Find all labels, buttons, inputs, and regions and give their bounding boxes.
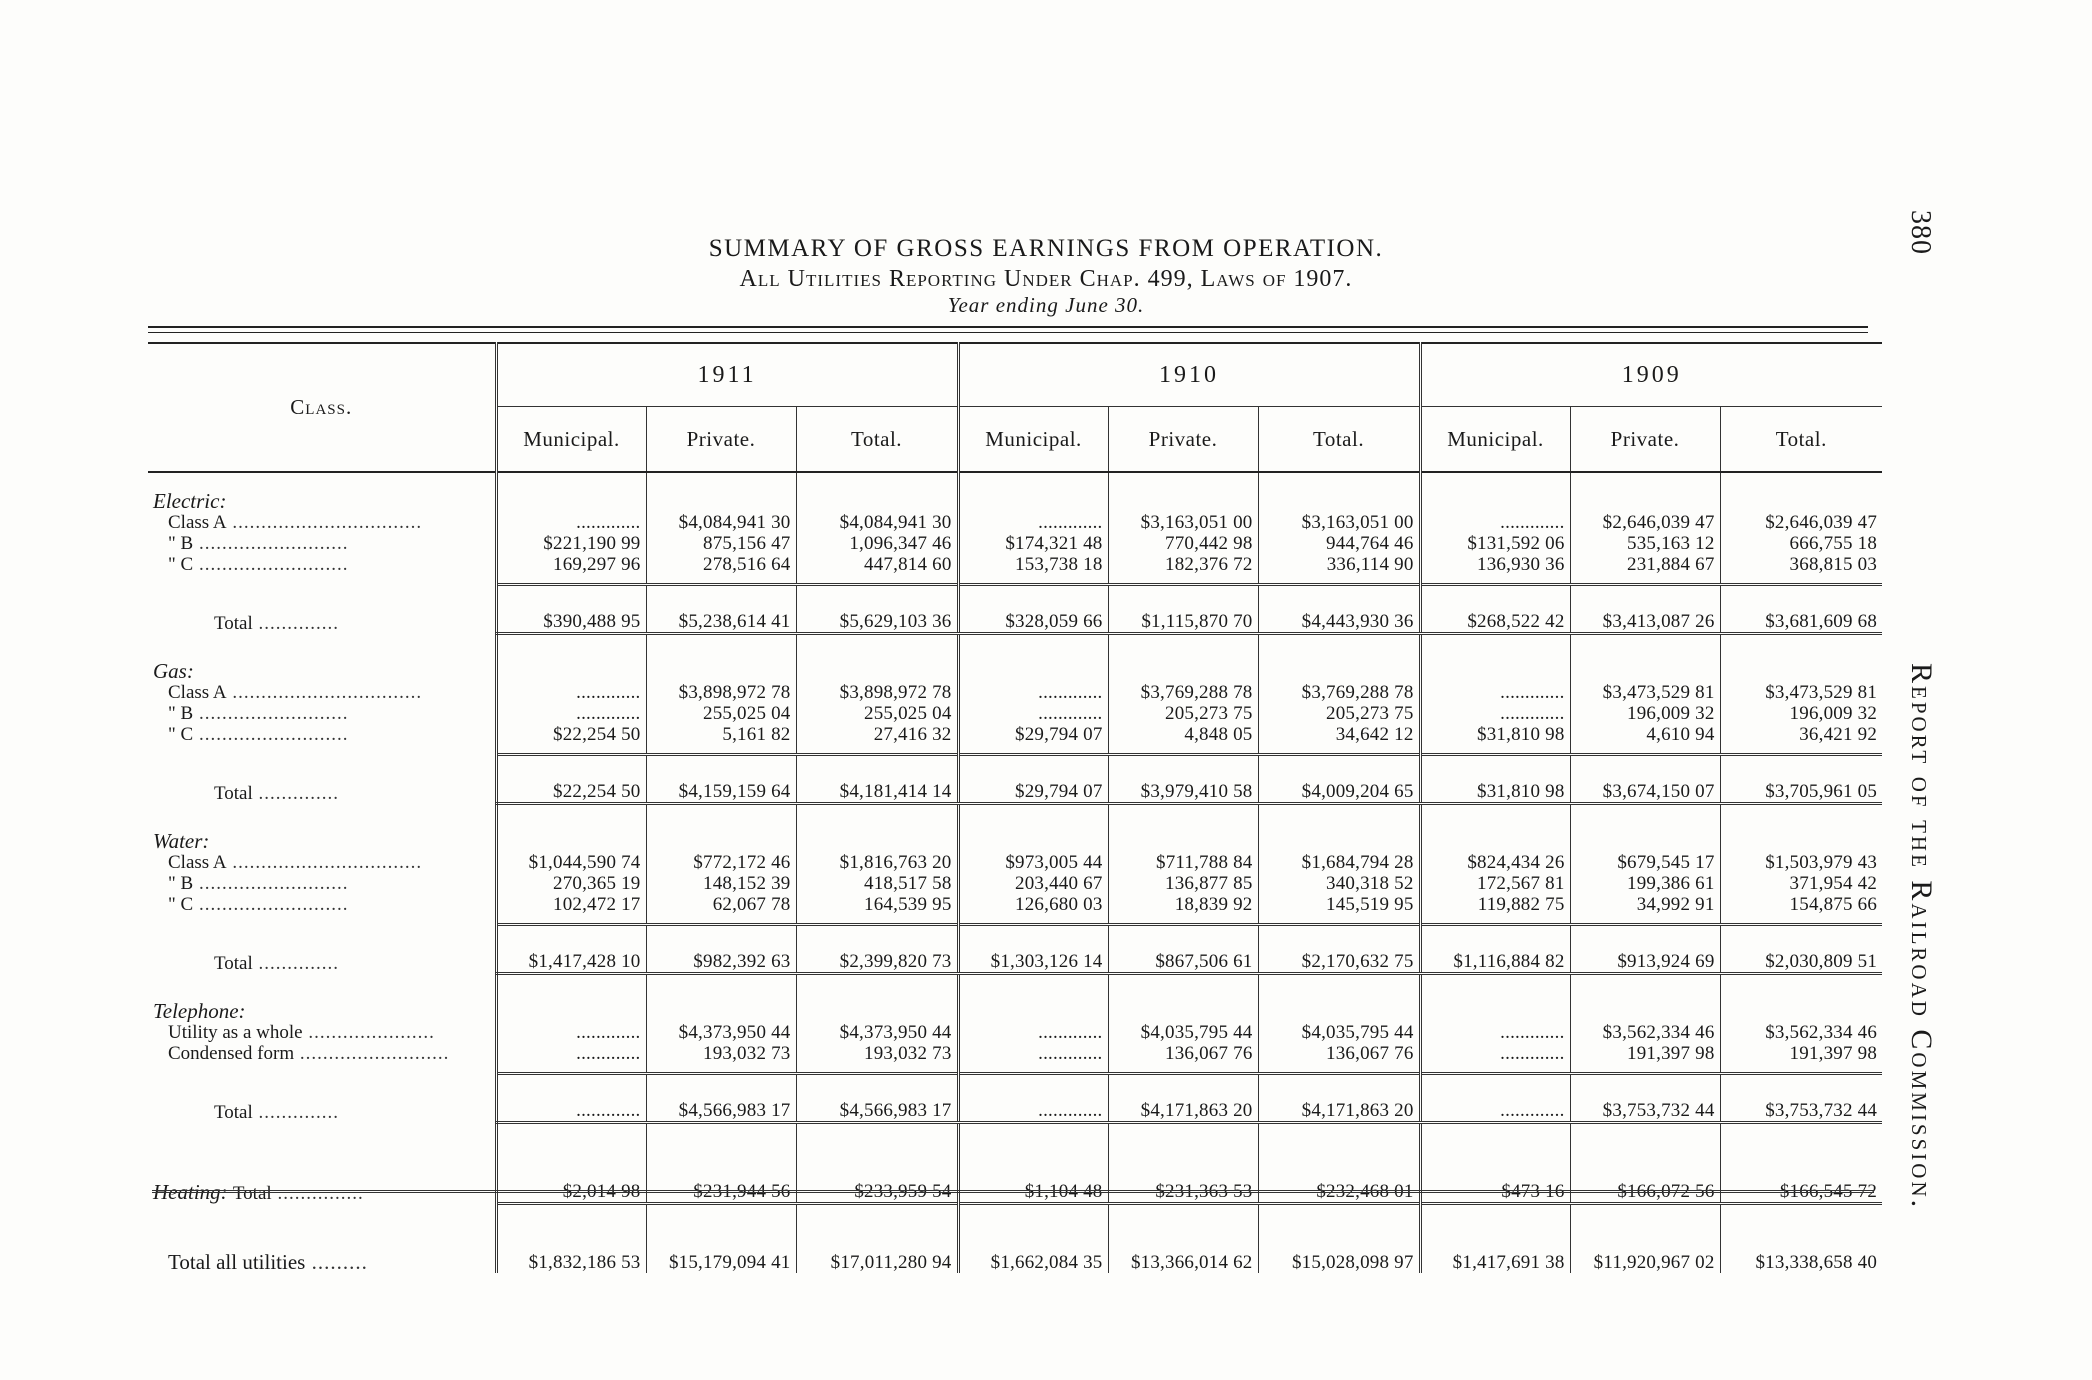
table-cell: $131,592 06 [1420, 533, 1570, 554]
table-cell: 27,416 32 [796, 724, 958, 745]
table-cell: $4,035,795 44 [1258, 1022, 1420, 1043]
earnings-summary-table [148, 342, 1882, 1273]
table-cell: $3,163,051 00 [1258, 512, 1420, 533]
table-cell [1720, 813, 1882, 852]
table-cell [1108, 643, 1258, 682]
table-cell: 34,992 91 [1570, 894, 1720, 915]
table-cell: $3,769,288 78 [1258, 682, 1420, 703]
table-cell: $4,566,983 17 [646, 1074, 796, 1123]
subcolumn-header-1909-total: Total. [1720, 407, 1882, 473]
section-heading: Telephone: [153, 999, 246, 1022]
table-cell: ............. [958, 682, 1108, 703]
table-cell: $2,399,820 73 [796, 925, 958, 974]
table-cell: $913,924 69 [1570, 925, 1720, 974]
table-cell: 535,163 12 [1570, 533, 1720, 554]
row-label: Class A ................................. [168, 512, 423, 533]
table-cell [646, 472, 796, 512]
table-cell: 136,877 85 [1108, 873, 1258, 894]
table-cell: 255,025 04 [646, 703, 796, 724]
table-cell: 191,397 98 [1720, 1043, 1882, 1064]
table-cell: 191,397 98 [1570, 1043, 1720, 1064]
spacer-row [148, 804, 1882, 814]
table-cell: 770,442 98 [1108, 533, 1258, 554]
table-cell: 270,365 19 [496, 873, 646, 894]
table-cell: $3,769,288 78 [1108, 682, 1258, 703]
table-cell: ............. [1420, 682, 1570, 703]
table-cell: 205,273 75 [1108, 703, 1258, 724]
table-cell: $473 16 [1420, 1132, 1570, 1204]
table-cell: $772,172 46 [646, 852, 796, 873]
row-label: Utility as a whole ...................... [168, 1022, 435, 1043]
table-cell: $3,674,150 07 [1570, 755, 1720, 804]
spacer-row [148, 634, 1882, 644]
table-cell: $4,171,863 20 [1108, 1074, 1258, 1123]
table-cell: $4,171,863 20 [1258, 1074, 1420, 1123]
table-cell [646, 643, 796, 682]
table-cell: 5,161 82 [646, 724, 796, 745]
year-header-1909: 1909 [1420, 343, 1882, 407]
table-cell: $711,788 84 [1108, 852, 1258, 873]
table-cell: $1,503,979 43 [1720, 852, 1882, 873]
row-label: " C .......................... [168, 894, 349, 915]
table-cell: $3,473,529 81 [1720, 682, 1882, 703]
table-cell: $31,810 98 [1420, 755, 1570, 804]
table-cell: $13,338,658 40 [1720, 1204, 1882, 1274]
table-cell: 4,610 94 [1570, 724, 1720, 745]
table-cell: 196,009 32 [1570, 703, 1720, 724]
table-cell: 164,539 95 [796, 894, 958, 915]
table-cell: $174,321 48 [958, 533, 1108, 554]
table-row [148, 512, 1882, 533]
table-cell: $2,014 98 [496, 1132, 646, 1204]
table-cell: $31,810 98 [1420, 724, 1570, 745]
table-cell: $2,646,039 47 [1570, 512, 1720, 533]
table-cell: $4,035,795 44 [1108, 1022, 1258, 1043]
table-cell: 231,884 67 [1570, 554, 1720, 575]
table-cell: 447,814 60 [796, 554, 958, 575]
table-cell: $1,662,084 35 [958, 1204, 1108, 1274]
table-cell: 34,642 12 [1258, 724, 1420, 745]
table-cell: $982,392 63 [646, 925, 796, 974]
table-cell: ............. [1420, 512, 1570, 533]
table-cell: ............. [1420, 1022, 1570, 1043]
table-cell: ............. [1420, 1074, 1570, 1123]
table-cell: $3,705,961 05 [1720, 755, 1882, 804]
table-cell: ............. [496, 682, 646, 703]
bottom-rule [152, 1190, 1874, 1193]
table-cell [1258, 983, 1420, 1022]
table-cell: $3,681,609 68 [1720, 585, 1882, 634]
section-row [148, 472, 1882, 512]
section-row [148, 983, 1882, 1022]
table-cell: $4,443,930 36 [1258, 585, 1420, 634]
table-row [148, 585, 1882, 634]
table-cell: $4,084,941 30 [796, 512, 958, 533]
table-cell: $3,413,087 26 [1570, 585, 1720, 634]
spacer-row [148, 1064, 1882, 1074]
subcolumn-header-1911-municipal: Municipal. [496, 407, 646, 473]
table-cell [1570, 983, 1720, 1022]
table-cell: $1,417,428 10 [496, 925, 646, 974]
table-row [148, 1074, 1882, 1123]
subcolumn-header-1911-total: Total. [796, 407, 958, 473]
table-cell: ............. [496, 703, 646, 724]
row-label: " B .......................... [168, 703, 349, 724]
table-cell: 36,421 92 [1720, 724, 1882, 745]
table-cell: $3,562,334 46 [1570, 1022, 1720, 1043]
table-cell: $1,104 48 [958, 1132, 1108, 1204]
table-cell: ............. [958, 1043, 1108, 1064]
table-cell: 169,297 96 [496, 554, 646, 575]
table-cell: 371,954 42 [1720, 873, 1882, 894]
table-cell: $5,629,103 36 [796, 585, 958, 634]
table-cell: ............. [1420, 703, 1570, 724]
table-cell: ............. [496, 1022, 646, 1043]
table-cell: $13,366,014 62 [1108, 1204, 1258, 1274]
class-column-header: Class. [148, 343, 496, 472]
table-cell: $29,794 07 [958, 724, 1108, 745]
table-cell [496, 813, 646, 852]
row-label: " C .......................... [168, 724, 349, 745]
section-heading: Water: [153, 829, 210, 852]
table-row [148, 755, 1882, 804]
table-cell: 278,516 64 [646, 554, 796, 575]
table-row [148, 1204, 1882, 1274]
top-rule [148, 326, 1868, 328]
table-cell [1108, 472, 1258, 512]
table-cell: 255,025 04 [796, 703, 958, 724]
table-cell [1258, 643, 1420, 682]
table-subtitle: All Utilities Reporting Under Chap. 499, Laws of 1907. [739, 266, 1353, 292]
table-cell: $1,832,186 53 [496, 1204, 646, 1274]
table-row [148, 894, 1882, 915]
table-row [148, 682, 1882, 703]
section-row [148, 813, 1882, 852]
table-cell: $679,545 17 [1570, 852, 1720, 873]
table-row [148, 1022, 1882, 1043]
table-cell: ............. [496, 1043, 646, 1064]
table-cell: 182,376 72 [1108, 554, 1258, 575]
table-cell: 193,032 73 [796, 1043, 958, 1064]
table-row [148, 873, 1882, 894]
table-cell: $1,044,590 74 [496, 852, 646, 873]
spacer-row [148, 915, 1882, 925]
table-cell: $4,084,941 30 [646, 512, 796, 533]
table-cell: ............. [958, 1022, 1108, 1043]
table-cell [958, 472, 1108, 512]
table-cell: 172,567 81 [1420, 873, 1570, 894]
table-cell [958, 983, 1108, 1022]
table-cell [646, 813, 796, 852]
running-header [1904, 210, 1938, 1210]
table-cell: 336,114 90 [1258, 554, 1420, 575]
table-cell: 368,815 03 [1720, 554, 1882, 575]
grand-total-label: Total all utilities ......... [168, 1250, 368, 1273]
table-row [148, 852, 1882, 873]
table-cell: 145,519 95 [1258, 894, 1420, 915]
table-cell [958, 643, 1108, 682]
table-cell: $15,028,098 97 [1258, 1204, 1420, 1274]
section-row [148, 643, 1882, 682]
table-cell: 193,032 73 [646, 1043, 796, 1064]
table-cell: $1,116,884 82 [1420, 925, 1570, 974]
table-cell: 944,764 46 [1258, 533, 1420, 554]
table-cell: 153,738 18 [958, 554, 1108, 575]
table-cell: $22,254 50 [496, 724, 646, 745]
table-cell: 154,875 66 [1720, 894, 1882, 915]
table-cell [1420, 643, 1570, 682]
table-cell: $11,920,967 02 [1570, 1204, 1720, 1274]
table-cell: 136,067 76 [1108, 1043, 1258, 1064]
table-cell: $4,181,414 14 [796, 755, 958, 804]
table-cell [1720, 472, 1882, 512]
table-row [148, 925, 1882, 974]
table-cell: $15,179,094 41 [646, 1204, 796, 1274]
table-cell: 148,152 39 [646, 873, 796, 894]
row-label: " B .......................... [168, 873, 349, 894]
table-cell: ............. [496, 512, 646, 533]
heating-label: Heating: Total ............... [153, 1179, 364, 1204]
table-cell: ............. [958, 512, 1108, 533]
table-cell [1720, 643, 1882, 682]
table-cell [496, 983, 646, 1022]
table-cell: $3,898,972 78 [646, 682, 796, 703]
table-cell [1570, 643, 1720, 682]
table-title: SUMMARY OF GROSS EARNINGS FROM OPERATION. [708, 235, 1384, 262]
table-cell: 199,386 61 [1570, 873, 1720, 894]
table-cell: $824,434 26 [1420, 852, 1570, 873]
table-cell: 62,067 78 [646, 894, 796, 915]
table-cell: ............. [958, 703, 1108, 724]
row-label: Class A ................................. [168, 852, 423, 873]
table-row [148, 724, 1882, 745]
table-row [148, 1043, 1882, 1064]
table-cell: 136,067 76 [1258, 1043, 1420, 1064]
table-cell: 1,096,347 46 [796, 533, 958, 554]
table-cell: $3,473,529 81 [1570, 682, 1720, 703]
table-cell: $390,488 95 [496, 585, 646, 634]
total-label: Total .............. [214, 952, 340, 974]
row-label: " C .......................... [168, 554, 349, 575]
row-label: Condensed form .......................... [168, 1043, 450, 1064]
table-cell [1420, 813, 1570, 852]
table-cell: $2,030,809 51 [1720, 925, 1882, 974]
table-cell: $4,373,950 44 [796, 1022, 958, 1043]
table-cell: $3,163,051 00 [1108, 512, 1258, 533]
table-cell: $233,959 54 [796, 1132, 958, 1204]
table-cell [1570, 472, 1720, 512]
table-cell [1420, 472, 1570, 512]
table-cell: 666,755 18 [1720, 533, 1882, 554]
table-cell: $29,794 07 [958, 755, 1108, 804]
table-cell: $3,753,732 44 [1570, 1074, 1720, 1123]
subcolumn-header-1909-municipal: Municipal. [1420, 407, 1570, 473]
table-cell [1420, 983, 1570, 1022]
table-cell: $328,059 66 [958, 585, 1108, 634]
row-label: " B .......................... [168, 533, 349, 554]
table-cell: $1,115,870 70 [1108, 585, 1258, 634]
table-cell: $166,072 56 [1570, 1132, 1720, 1204]
table-cell [958, 813, 1108, 852]
table-cell: $2,170,632 75 [1258, 925, 1420, 974]
subcolumn-header-1910-municipal: Municipal. [958, 407, 1108, 473]
table-cell: $4,566,983 17 [796, 1074, 958, 1123]
table-cell: $231,363 53 [1108, 1132, 1258, 1204]
table-cell [1108, 813, 1258, 852]
table-cell: $4,159,159 64 [646, 755, 796, 804]
table-cell: $867,506 61 [1108, 925, 1258, 974]
table-cell: $221,190 99 [496, 533, 646, 554]
running-head-title: Report of the Railroad Commission. [1905, 663, 1938, 1211]
table-cell: $2,646,039 47 [1720, 512, 1882, 533]
table-cell: $3,562,334 46 [1720, 1022, 1882, 1043]
subcolumn-header-1911-private: Private. [646, 407, 796, 473]
table-cell: 418,517 58 [796, 873, 958, 894]
table-cell: $5,238,614 41 [646, 585, 796, 634]
total-label: Total .............. [214, 782, 340, 804]
table-cell [796, 983, 958, 1022]
table-cell [496, 472, 646, 512]
top-rule-thin [148, 332, 1868, 333]
table-cell: $231,944 56 [646, 1132, 796, 1204]
spacer-row [148, 1123, 1882, 1133]
table-cell: 102,472 17 [496, 894, 646, 915]
section-heading: Electric: [153, 489, 227, 512]
table-cell [646, 983, 796, 1022]
section-heading: Gas: [153, 659, 194, 682]
table-cell [796, 472, 958, 512]
table-cell [1720, 983, 1882, 1022]
total-label: Total .............. [214, 1101, 340, 1123]
table-cell: $22,254 50 [496, 755, 646, 804]
spacer-row [148, 745, 1882, 755]
page-number: 380 [1905, 210, 1936, 255]
row-label: Class A ................................. [168, 682, 423, 703]
table-cell: $232,468 01 [1258, 1132, 1420, 1204]
table-cell: 136,930 36 [1420, 554, 1570, 575]
total-label: Total .............. [214, 612, 340, 634]
table-row [148, 554, 1882, 575]
table-cell: 4,848 05 [1108, 724, 1258, 745]
table-cell: 126,680 03 [958, 894, 1108, 915]
table-cell: 205,273 75 [1258, 703, 1420, 724]
table-cell [1108, 983, 1258, 1022]
table-cell: ............. [1420, 1043, 1570, 1064]
table-cell: $268,522 42 [1420, 585, 1570, 634]
subcolumn-header-1910-total: Total. [1258, 407, 1420, 473]
table-cell: ............. [496, 1074, 646, 1123]
table-cell: $166,545 72 [1720, 1132, 1882, 1204]
table-cell: $1,684,794 28 [1258, 852, 1420, 873]
year-header-1911: 1911 [496, 343, 958, 407]
table-row [148, 703, 1882, 724]
table-cell: 196,009 32 [1720, 703, 1882, 724]
table-cell [796, 643, 958, 682]
table-cell: $4,009,204 65 [1258, 755, 1420, 804]
table-body [148, 472, 1882, 1273]
table-cell: 340,318 52 [1258, 873, 1420, 894]
table-cell: $3,753,732 44 [1720, 1074, 1882, 1123]
spacer-row [148, 974, 1882, 984]
table-cell: $973,005 44 [958, 852, 1108, 873]
table-cell: $17,011,280 94 [796, 1204, 958, 1274]
table-cell [496, 643, 646, 682]
year-header-1910: 1910 [958, 343, 1420, 407]
table-cell: $3,979,410 58 [1108, 755, 1258, 804]
table-cell [796, 813, 958, 852]
table-cell: 203,440 67 [958, 873, 1108, 894]
table-cell [1570, 813, 1720, 852]
table-cell: $4,373,950 44 [646, 1022, 796, 1043]
table-cell: 18,839 92 [1108, 894, 1258, 915]
table-cell [1258, 472, 1420, 512]
table-cell: 119,882 75 [1420, 894, 1570, 915]
subcolumn-header-1909-private: Private. [1570, 407, 1720, 473]
table-cell: 875,156 47 [646, 533, 796, 554]
table-period: Year ending June 30. [947, 293, 1145, 317]
table-cell: $1,303,126 14 [958, 925, 1108, 974]
subcolumn-header-1910-private: Private. [1108, 407, 1258, 473]
table-cell: $1,816,763 20 [796, 852, 958, 873]
table-cell: ............. [958, 1074, 1108, 1123]
table-cell [1258, 813, 1420, 852]
spacer-row [148, 575, 1882, 585]
table-cell: $1,417,691 38 [1420, 1204, 1570, 1274]
table-cell: $3,898,972 78 [796, 682, 958, 703]
table-row [148, 533, 1882, 554]
